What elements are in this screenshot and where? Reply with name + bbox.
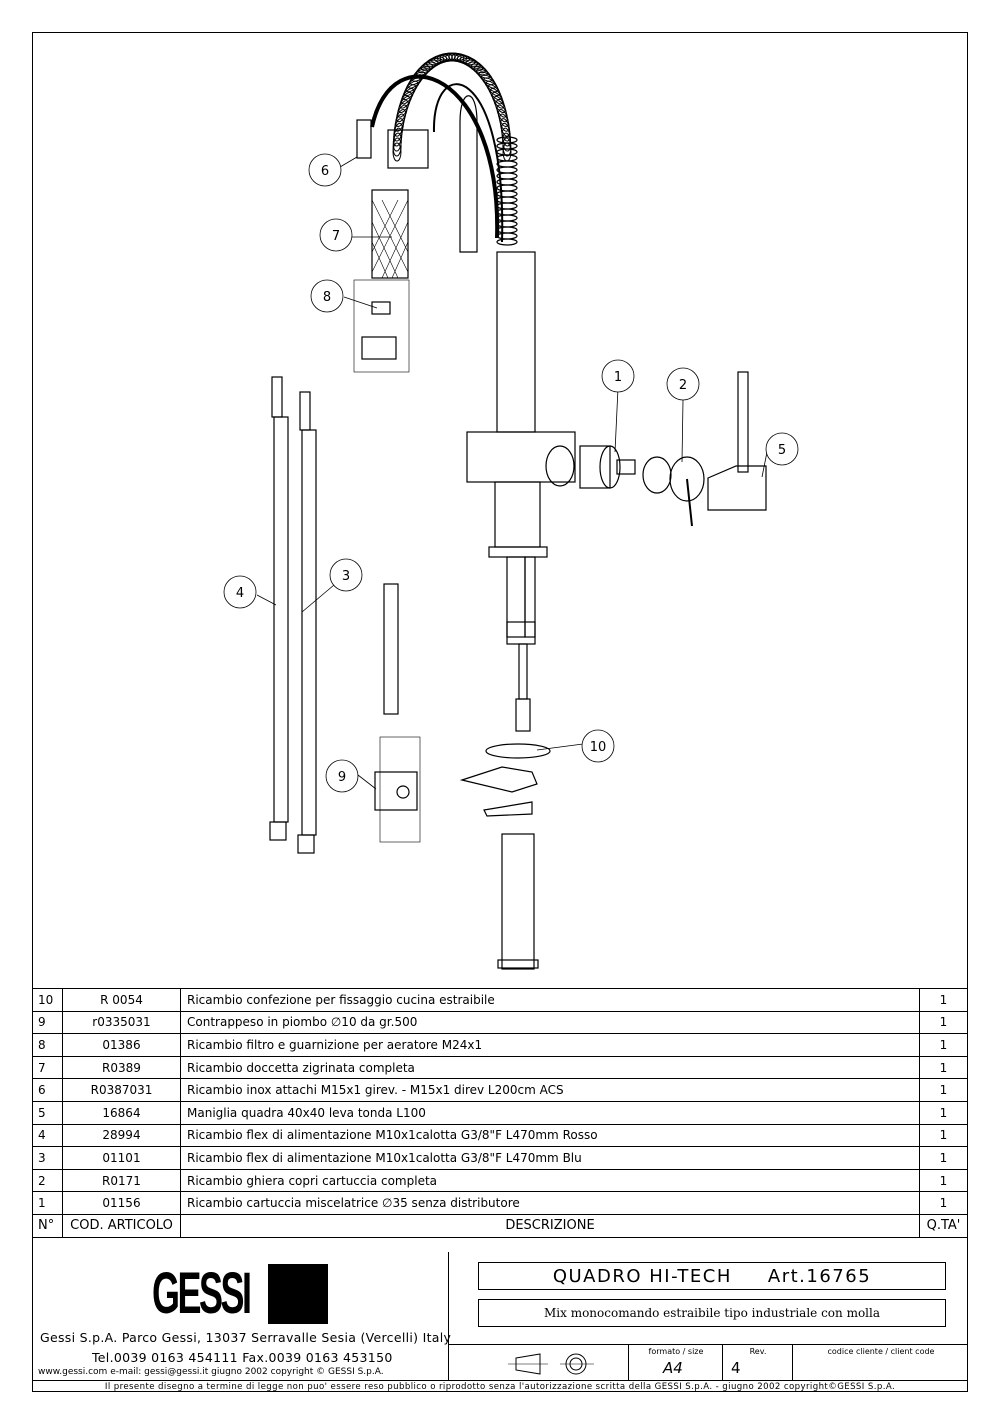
- hose-end-part-6: [357, 120, 428, 168]
- table-row: [33, 1124, 968, 1147]
- callout-label: 6: [320, 164, 330, 179]
- revision-label: Rev.: [749, 1347, 767, 1356]
- header-description: DESCRIZIONE: [181, 1214, 920, 1237]
- callout-label: 4: [235, 586, 245, 601]
- callout-label: 9: [337, 770, 347, 785]
- coil-loop: [394, 108, 408, 128]
- part-description: Ricambio confezione per fissaggio cucina estraibile: [181, 989, 920, 1012]
- part-code: 01156: [63, 1192, 181, 1215]
- client-code-label: codice cliente / client code: [827, 1347, 935, 1356]
- part-description: Maniglia quadra 40x40 leva tonda L100: [181, 1101, 920, 1124]
- weight-part-9: [375, 737, 420, 842]
- coil-loop: [497, 161, 517, 167]
- table-row: [33, 989, 968, 1012]
- part-code: R 0054: [63, 989, 181, 1012]
- part-description: Ricambio flex di alimentazione M10x1calotta G3/8"F L470mm Blu: [181, 1147, 920, 1170]
- part-description: Ricambio filtro e guarnizione per aeratore M24x1: [181, 1034, 920, 1057]
- part-quantity: 1: [920, 1056, 968, 1079]
- company-phone: Tel.0039 0163 454111 Fax.0039 0163 453150: [92, 1350, 393, 1365]
- coil-loop: [497, 239, 517, 245]
- company-info: [32, 1252, 452, 1380]
- callout-label: 2: [678, 378, 688, 393]
- part-description: Ricambio inox attachi M15x1 girev. - M15x1 direv L200cm ACS: [181, 1079, 920, 1102]
- coil-loop: [394, 104, 409, 124]
- part-number: 9: [33, 1011, 63, 1034]
- part-number: 10: [33, 989, 63, 1012]
- part-number: 1: [33, 1192, 63, 1215]
- part-number: 6: [33, 1079, 63, 1102]
- part-code: R0389: [63, 1056, 181, 1079]
- table-row: [33, 1192, 968, 1215]
- company-address: Gessi S.p.A. Parco Gessi, 13037 Serravalle Sesia (Vercelli) Italy: [40, 1330, 452, 1345]
- header-code: COD. ARTICOLO: [63, 1214, 181, 1237]
- product-subtitle: Mix monocomando estraibile tipo industriale con molla: [478, 1299, 946, 1327]
- coil-loop: [395, 99, 410, 119]
- ring-part-2: [643, 457, 704, 526]
- callout-label: 7: [331, 229, 341, 244]
- table-row: [33, 1169, 968, 1192]
- part-code: 16864: [63, 1101, 181, 1124]
- product-title-box: [478, 1262, 946, 1290]
- part-quantity: 1: [920, 1169, 968, 1192]
- part-quantity: 1: [920, 1011, 968, 1034]
- company-web: www.gessi.com e-mail: gessi@gessi.it giugno 2002 copyright © GESSI S.p.A.: [38, 1367, 384, 1377]
- part-description: Ricambio ghiera copri cartuccia completa: [181, 1169, 920, 1192]
- coil-loop: [497, 221, 517, 227]
- part-quantity: 1: [920, 1192, 968, 1215]
- part-number: 4: [33, 1124, 63, 1147]
- revision-value: 4: [731, 1359, 741, 1377]
- spring-coil: [372, 70, 504, 242]
- part-code: 28994: [63, 1124, 181, 1147]
- part-code: R0387031: [63, 1079, 181, 1102]
- client-code-cell: [792, 1345, 969, 1381]
- coil-loop: [497, 209, 517, 215]
- part-code: r0335031: [63, 1011, 181, 1034]
- parts-list-table: [32, 988, 968, 1238]
- part-quantity: 1: [920, 1079, 968, 1102]
- coil-loop: [497, 215, 517, 221]
- table-row: [33, 1034, 968, 1057]
- part-description: Ricambio flex di alimentazione M10x1calotta G3/8"F L470mm Rosso: [181, 1124, 920, 1147]
- part-number: 2: [33, 1169, 63, 1192]
- article-number: Art.16765: [767, 1265, 872, 1287]
- callout-label: 8: [322, 290, 332, 305]
- table-row: [33, 1011, 968, 1034]
- title-block: [32, 1252, 968, 1380]
- product-name: QUADRO HI-TECH: [552, 1265, 732, 1287]
- flex-hoses-parts-3-4: [270, 377, 316, 853]
- callout-label: 10: [589, 740, 607, 755]
- part-quantity: 1: [920, 989, 968, 1012]
- callout-bubbles: [224, 154, 798, 792]
- format-label: formato / size: [648, 1347, 704, 1356]
- part-quantity: 1: [920, 1034, 968, 1057]
- part-description: Ricambio cartuccia miscelatrice ∅35 senza distributore: [181, 1192, 920, 1215]
- coil-loop: [497, 197, 517, 203]
- callout-label: 5: [777, 443, 787, 458]
- coil-loop: [497, 149, 517, 155]
- fixing-kit-part-10: [462, 744, 550, 969]
- table-row: [33, 1079, 968, 1102]
- part-code: 01386: [63, 1034, 181, 1057]
- coil-loop: [497, 233, 517, 239]
- part-quantity: 1: [920, 1101, 968, 1124]
- legal-footer: Il presente disegno a termine di legge non puo' essere reso pubblico o riprodotto senza l'autorizzazione scritta della GESSI S.p.A. - giugno 2002 copyright©GESSI S.p.A.: [32, 1380, 968, 1393]
- format-cell: [628, 1345, 723, 1381]
- coil-loop: [497, 191, 517, 197]
- drawing-info-row: [448, 1344, 968, 1381]
- part-description: Contrappeso in piombo ∅10 da gr.500: [181, 1011, 920, 1034]
- handle-part-5: [708, 372, 766, 510]
- short-hose: [384, 584, 398, 714]
- table-row: [33, 1147, 968, 1170]
- table-row: [33, 1056, 968, 1079]
- filter-part-8: [354, 280, 409, 372]
- part-quantity: 1: [920, 1147, 968, 1170]
- format-value: A4: [663, 1359, 683, 1377]
- part-number: 3: [33, 1147, 63, 1170]
- header-number: N°: [33, 1214, 63, 1237]
- company-logo: GESSI: [152, 1261, 250, 1326]
- projection-symbol-icon: [508, 1351, 598, 1377]
- coil-loop: [497, 203, 517, 209]
- part-number: 8: [33, 1034, 63, 1057]
- spring-coil-loops: [392, 53, 517, 245]
- part-code: 01101: [63, 1147, 181, 1170]
- part-code: R0171: [63, 1169, 181, 1192]
- exploded-view-drawing: [32, 32, 968, 988]
- revision-cell: [722, 1345, 793, 1381]
- part-description: Ricambio doccetta zigrinata completa: [181, 1056, 920, 1079]
- coil-loop: [497, 227, 517, 233]
- sprayer-part-7: [372, 190, 408, 278]
- part-number: 5: [33, 1101, 63, 1124]
- callout-label: 1: [613, 370, 623, 385]
- part-quantity: 1: [920, 1124, 968, 1147]
- parts-table-header: [33, 1214, 968, 1237]
- callout-label: 3: [341, 569, 351, 584]
- logo-square: [268, 1264, 328, 1324]
- table-row: [33, 1101, 968, 1124]
- header-quantity: Q.TA': [920, 1214, 968, 1237]
- faucet-body: [467, 252, 575, 731]
- part-number: 7: [33, 1056, 63, 1079]
